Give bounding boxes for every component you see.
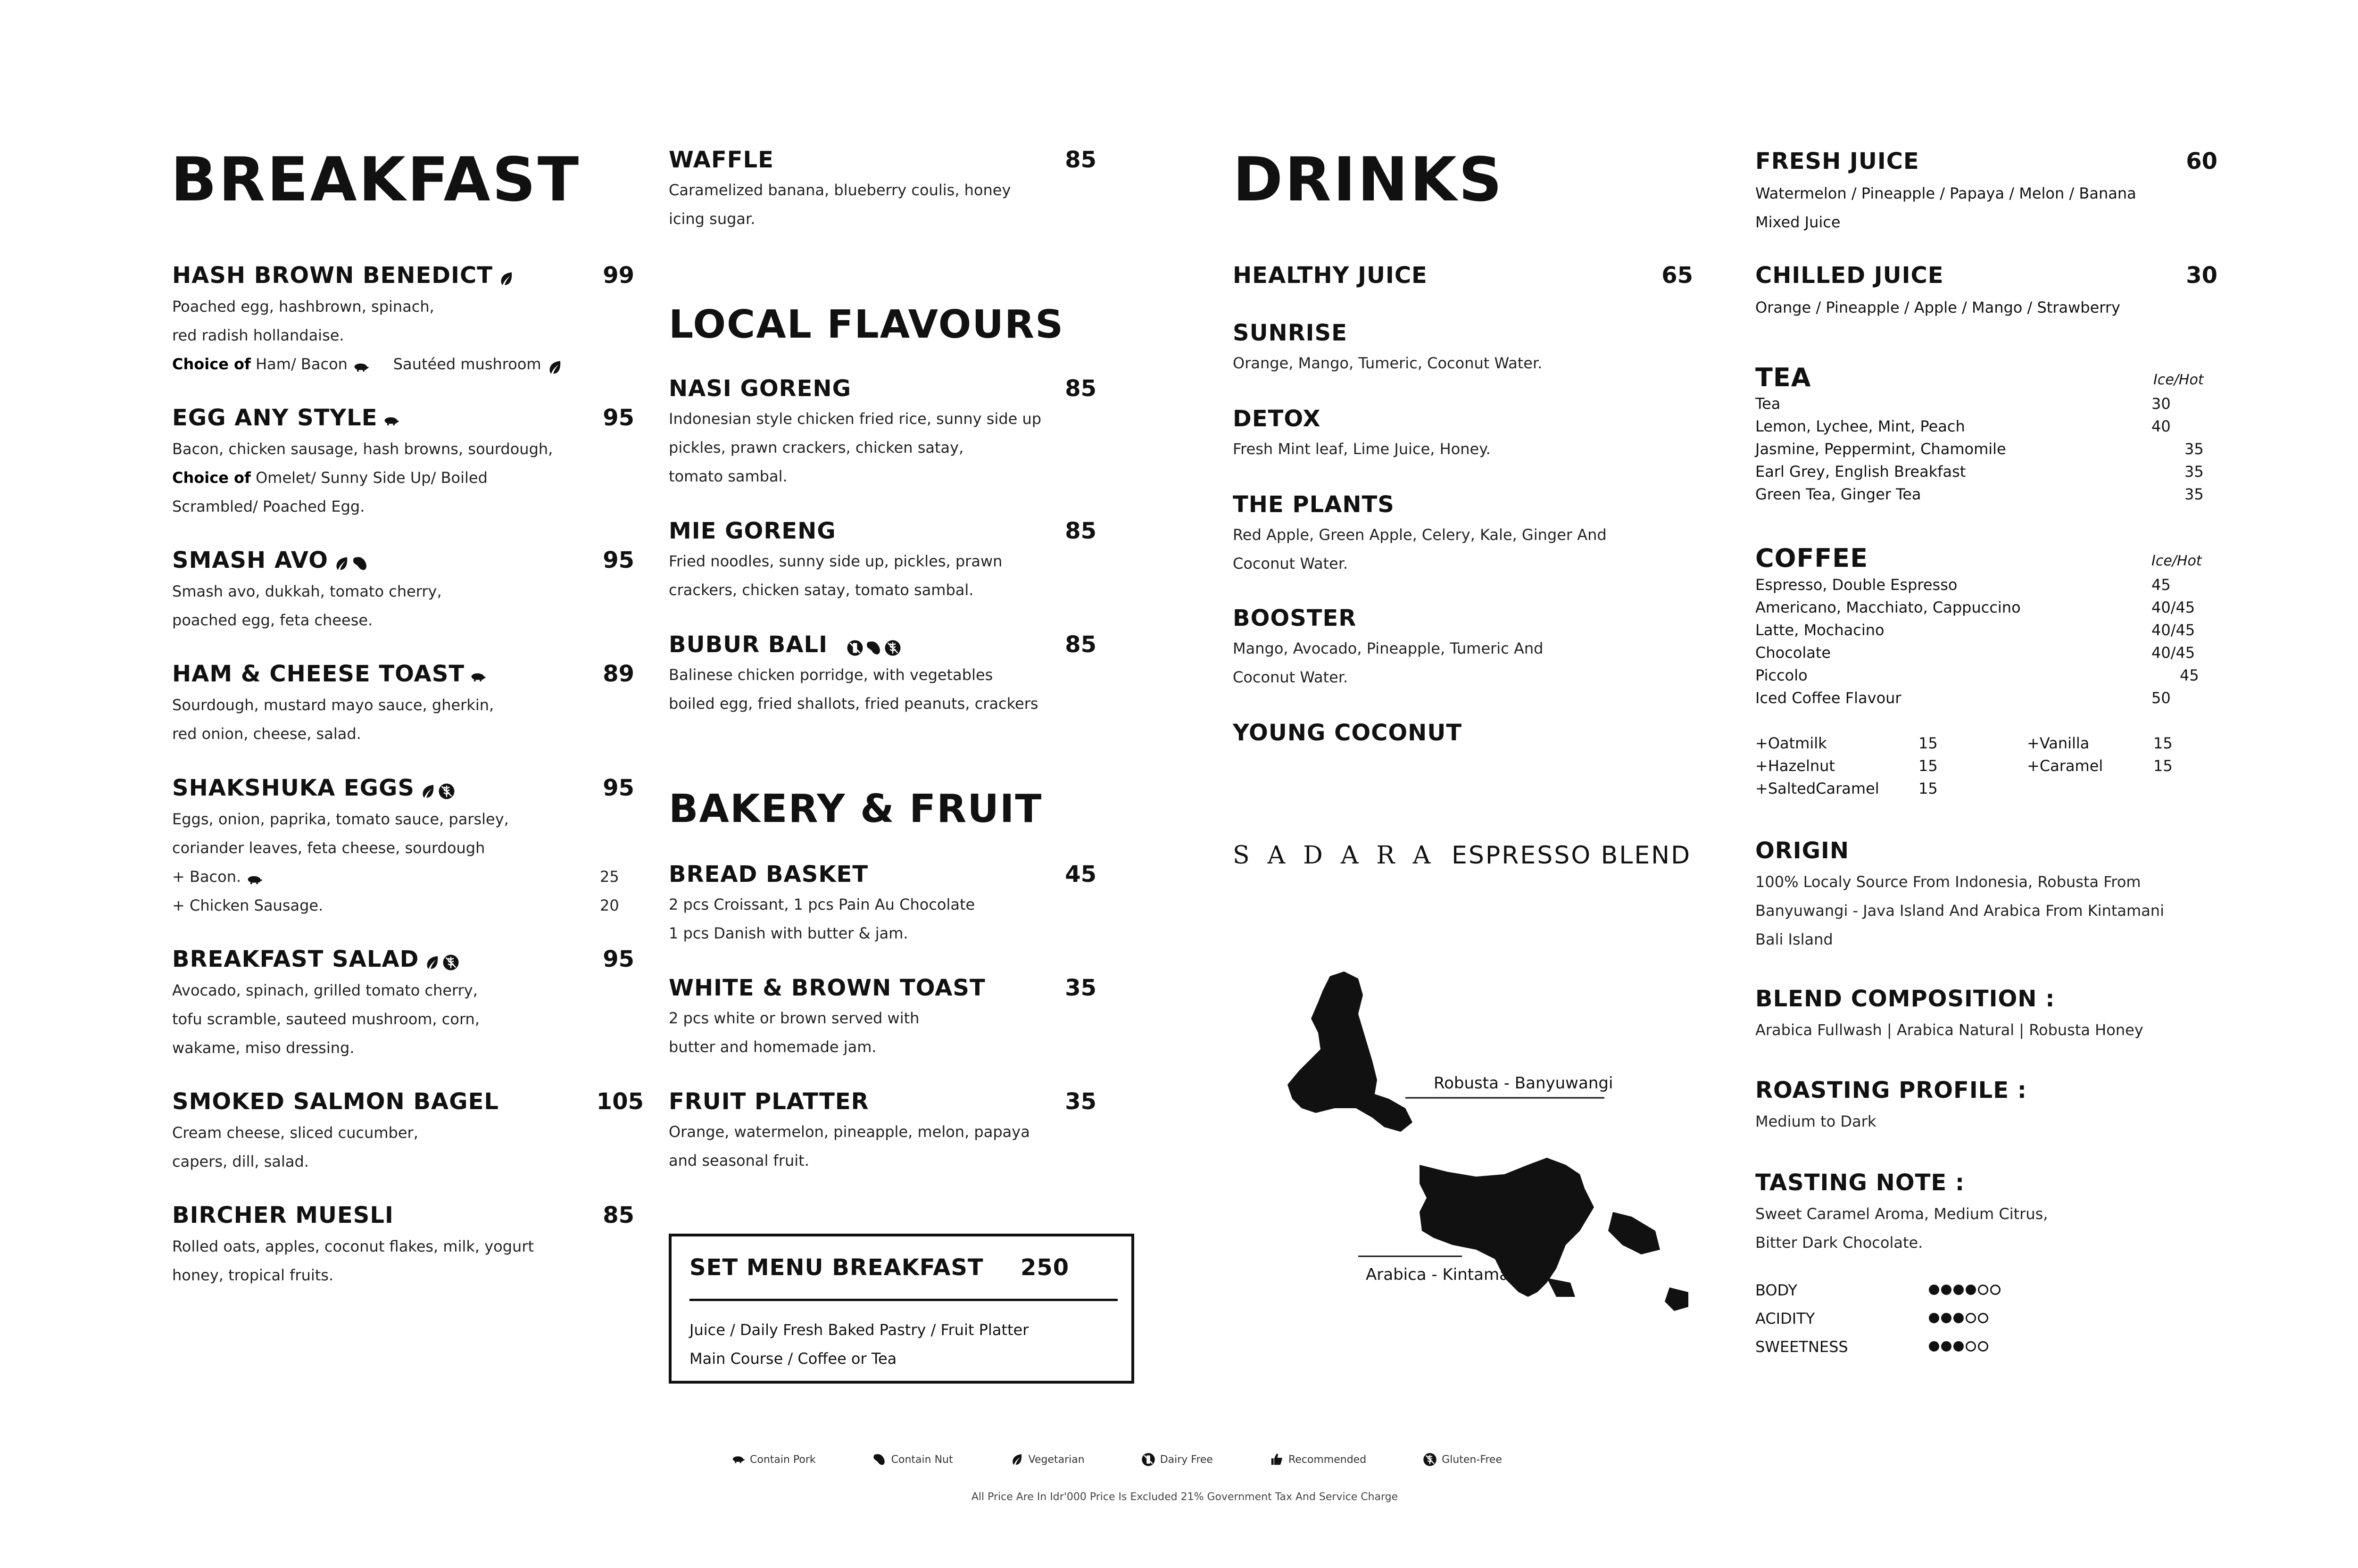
coffee-addon: +Oatmilk [1755, 734, 1827, 752]
menu-item-name: HASH BROWN BENEDICT [172, 264, 515, 287]
coffee-row: Latte, Mochacino [1755, 621, 1885, 639]
breakfast-title: BREAKFAST [171, 145, 581, 215]
coffee-row-price: 40/45 [2151, 598, 2195, 616]
profile-dot-filled [1929, 1313, 1939, 1323]
gluten-free-icon [1423, 1452, 1437, 1467]
bakery-fruit-title: BAKERY & FRUIT [669, 787, 1043, 831]
pork-icon [382, 411, 399, 428]
local-flavours-title: LOCAL FLAVOURS [669, 302, 1064, 347]
profile-dot-filled [1941, 1313, 1951, 1323]
profile-dot-filled [1966, 1285, 1976, 1295]
menu-item-name: SHAKSHUKA EGGS [172, 777, 455, 799]
leaf-icon [423, 952, 440, 969]
menu-item-name: BUBUR BALI [669, 633, 901, 656]
profile-dot-empty [1978, 1341, 1988, 1352]
dairy-free-icon [847, 638, 863, 655]
drink-desc: Orange, Mango, Tumeric, Coconut Water. [1233, 354, 1543, 372]
menu-item-price: 85 [1065, 147, 1096, 173]
menu-item-desc: Sourdough, mustard mayo sauce, gherkin, red onion, cheese, salad. [172, 696, 494, 743]
coffee-row-price: 45 [2180, 666, 2199, 684]
sadara-logo: SADARA [1233, 841, 1449, 870]
drink-name: DETOX [1233, 406, 1321, 432]
leaf-icon [498, 268, 515, 285]
coffee-row-price: 40/45 [2151, 621, 2195, 639]
coffee-row: Iced Coffee Flavour [1755, 689, 1901, 707]
drink-name: SUNRISE [1233, 320, 1347, 346]
addon-sausage: + Chicken Sausage. [172, 896, 324, 914]
coffee-row-price: 45 [2151, 576, 2171, 594]
tea-row: Jasmine, Peppermint, Chamomile [1755, 440, 2006, 458]
drink-name: YOUNG COCONUT [1233, 720, 1462, 746]
menu-item-desc: Cream cheese, sliced cucumber, capers, dill, salad. [172, 1124, 418, 1170]
origin-title: ORIGIN [1755, 838, 1850, 864]
coffee-title: COFFEE [1755, 543, 1868, 573]
coffee-addon-price: 15 [1918, 780, 1938, 797]
menu-item-desc: Orange, watermelon, pineapple, melon, papaya and seasonal fruit. [669, 1123, 1030, 1170]
profile-dot-filled [1941, 1285, 1951, 1295]
profile-dots-sweetness [1929, 1341, 1988, 1352]
menu-item-name: MIE GORENG [669, 518, 836, 544]
legend-item: Recommended [1270, 1452, 1366, 1467]
espresso-blend-label: ESPRESSO BLEND [1452, 841, 1692, 870]
menu-item-name: BIRCHER MUESLI [172, 1202, 394, 1228]
legend-item: Contain Nut [872, 1452, 953, 1467]
menu-item-name: FRESH JUICE [1755, 148, 1919, 174]
profile-label-sweetness: SWEETNESS [1755, 1338, 1848, 1356]
tea-row-price: 40 [2151, 417, 2171, 435]
menu-item-price: 95 [603, 547, 634, 573]
tea-row-price: 35 [2184, 463, 2204, 481]
profile-dot-empty [1966, 1313, 1976, 1323]
pork-icon [246, 869, 263, 886]
menu-item-price: 85 [603, 1202, 634, 1228]
menu-item-desc: Eggs, onion, paprika, tomato sauce, parsley, coriander leaves, feta cheese, sourdough [172, 810, 509, 857]
profile-label-body: BODY [1755, 1281, 1798, 1299]
coffee-row: Piccolo [1755, 666, 1808, 684]
pork-icon [731, 1452, 745, 1467]
tea-row: Earl Grey, English Breakfast [1755, 463, 1966, 481]
menu-item-price: 35 [1065, 975, 1096, 1001]
menu-item-price: 65 [1661, 262, 1693, 289]
tea-row: Green Tea, Ginger Tea [1755, 485, 1921, 503]
legend-item: Dairy Free [1141, 1452, 1213, 1467]
menu-item-name: SMASH AVO [172, 549, 369, 572]
gluten-free-icon [442, 952, 459, 969]
menu-item-name: HEALTHY JUICE [1233, 262, 1428, 289]
profile-dot-filled [1929, 1285, 1939, 1295]
menu-item-price: 35 [1065, 1088, 1096, 1115]
roasting-profile-desc: Medium to Dark [1755, 1112, 1876, 1130]
coffee-addon-price: 15 [2153, 757, 2173, 775]
menu-item-name: EGG ANY STYLE [172, 407, 399, 429]
profile-dots-body [1929, 1285, 2001, 1295]
addon-sausage-price: 20 [600, 896, 619, 914]
tea-title: TEA [1755, 363, 1811, 392]
addon-bacon: + Bacon. [172, 863, 263, 891]
profile-dots-acidity [1929, 1313, 1988, 1323]
menu-item-price: 99 [603, 262, 634, 289]
menu-item-price: 30 [2186, 262, 2217, 289]
gluten-free-icon [884, 638, 901, 655]
origin-desc: 100% Localy Source From Indonesia, Robusta From Banyuwangi - Java Island And Arabica From Kintamani Bali Island [1755, 873, 2164, 948]
menu-item-name: CHILLED JUICE [1755, 262, 1944, 289]
tasting-note-title: TASTING NOTE : [1755, 1170, 1965, 1196]
tea-row: Tea [1755, 395, 1781, 413]
menu-item-name: BREAKFAST SALAD [172, 948, 459, 971]
profile-dot-filled [1929, 1341, 1939, 1352]
roasting-profile-title: ROASTING PROFILE : [1755, 1077, 2027, 1103]
menu-item-price: 105 [596, 1088, 644, 1115]
coffee-addon-price: 15 [1918, 757, 1938, 775]
menu-item-desc: Poached egg, hashbrown, spinach, red radish hollandaise. Choice of Ham/ Bacon Sautéed mushroom [172, 292, 563, 379]
drink-name: BOOSTER [1233, 605, 1357, 631]
menu-item-desc: 2 pcs Croissant, 1 pcs Pain Au Chocolate 1 pcs Danish with butter & jam. [669, 896, 975, 942]
leaf-icon [419, 781, 436, 798]
menu-item-desc: Bacon, chicken sausage, hash browns, sourdough, Choice of Omelet/ Sunny Side Up/ Boiled Scrambled/ Poached Egg. [172, 440, 553, 515]
drink-name: THE PLANTS [1233, 491, 1395, 518]
coffee-addon-price: 15 [2153, 734, 2173, 752]
menu-item-price: 95 [603, 775, 634, 801]
profile-dot-empty [1990, 1285, 2001, 1295]
legend-item: Vegetarian [1010, 1452, 1085, 1467]
menu-item-desc: 2 pcs white or brown served with butter and homemade jam. [669, 1009, 920, 1056]
menu-item-desc: Fried noodles, sunny side up, pickles, prawn crackers, chicken satay, tomato sambal. [669, 552, 1003, 599]
robusta-label: Robusta - Banyuwangi [1434, 1074, 1613, 1093]
menu-item-desc: Avocado, spinach, grilled tomato cherry, tofu scramble, sauteed mushroom, corn, wakame, miso dressing. [172, 981, 480, 1057]
leaf-icon [1010, 1452, 1024, 1467]
profile-dot-filled [1953, 1313, 1964, 1323]
coffee-addon: +Hazelnut [1755, 757, 1835, 775]
drink-desc: Red Apple, Green Apple, Celery, Kale, Ginger And Coconut Water. [1233, 526, 1607, 572]
menu-item-name: NASI GORENG [669, 375, 851, 402]
menu-item-desc: Balinese chicken porridge, with vegetables boiled egg, fried shallots, fried peanuts, crackers [669, 666, 1038, 713]
leaf-icon [333, 553, 350, 570]
dairy-free-icon [1141, 1452, 1155, 1467]
menu-item-price: 95 [603, 946, 634, 972]
menu-item-name: HAM & CHEESE TOAST [172, 663, 486, 685]
profile-dot-empty [1966, 1341, 1976, 1352]
coffee-addon: +Caramel [2027, 757, 2103, 775]
nut-icon [872, 1452, 887, 1467]
tasting-note-desc: Sweet Caramel Aroma, Medium Citrus, Bitter Dark Chocolate. [1755, 1205, 2048, 1252]
menu-item-price: 89 [603, 661, 634, 687]
coffee-row-price: 40/45 [2151, 644, 2195, 662]
set-menu-box [669, 1234, 1134, 1384]
profile-dot-empty [1978, 1285, 1988, 1295]
set-menu-divider [689, 1299, 1118, 1301]
coffee-row: Espresso, Double Espresso [1755, 576, 1958, 594]
menu-item-name: WAFFLE [669, 147, 774, 173]
set-menu-desc: Juice / Daily Fresh Baked Pastry / Fruit Platter Main Course / Coffee or Tea [689, 1321, 1029, 1368]
menu-item-price: 45 [1065, 861, 1096, 888]
pork-icon [352, 357, 369, 373]
profile-dot-filled [1941, 1341, 1951, 1352]
coffee-row: Chocolate [1755, 644, 1831, 662]
menu-item-price: 85 [1065, 631, 1096, 658]
menu-item-desc: Watermelon / Pineapple / Papaya / Melon / Banana Mixed Juice [1755, 184, 2136, 231]
profile-label-acidity: ACIDITY [1755, 1310, 1815, 1327]
menu-item-desc: Smash avo, dukkah, tomato cherry, poached egg, feta cheese. [172, 582, 442, 629]
legend-item: Contain Pork [731, 1452, 816, 1467]
tea-row: Lemon, Lychee, Mint, Peach [1755, 417, 1965, 435]
addon-bacon-price: 25 [600, 868, 619, 886]
price-footnote: All Price Are In Idr'000 Price Is Excluded 21% Government Tax And Service Charge [971, 1491, 1398, 1503]
coffee-row-price: 50 [2151, 689, 2171, 707]
menu-item-desc: Rolled oats, apples, coconut flakes, milk, yogurt honey, tropical fruits. [172, 1237, 534, 1284]
profile-dot-filled [1953, 1285, 1964, 1295]
menu-item-name: WHITE & BROWN TOAST [669, 975, 986, 1001]
coffee-ice-hot-note: Ice/Hot [2151, 553, 2202, 569]
profile-dot-filled [1953, 1341, 1964, 1352]
menu-item-name: FRUIT PLATTER [669, 1088, 869, 1115]
menu-item-desc: Caramelized banana, blueberry coulis, honey icing sugar. [669, 181, 1011, 228]
menu-item-price: 95 [603, 405, 634, 431]
tea-row-price: 35 [2184, 440, 2204, 458]
thumbs-up-icon [1270, 1452, 1284, 1467]
drink-desc: Fresh Mint leaf, Lime Juice, Honey. [1233, 440, 1491, 458]
drinks-title: DRINKS [1233, 145, 1504, 215]
coffee-row: Americano, Macchiato, Cappuccino [1755, 598, 2021, 616]
tea-row-price: 30 [2151, 395, 2171, 413]
menu-item-name: SMOKED SALMON BAGEL [172, 1088, 499, 1115]
dietary-legend [731, 1452, 1674, 1467]
tea-row-price: 35 [2184, 485, 2204, 503]
set-menu-name: SET MENU BREAKFAST [689, 1254, 984, 1281]
profile-dot-empty [1978, 1313, 1988, 1323]
arabica-label: Arabica - Kintamani [1366, 1265, 1524, 1284]
menu-item-desc: Indonesian style chicken fried rice, sunny side up pickles, prawn crackers, chicken satay, tomato sambal. [669, 410, 1042, 485]
tea-ice-hot-note: Ice/Hot [2153, 372, 2204, 388]
menu-item-name: BREAD BASKET [669, 861, 869, 888]
legend-item: Gluten-Free [1423, 1452, 1502, 1467]
leaf-icon [546, 357, 563, 373]
menu-item-price: 60 [2186, 148, 2217, 174]
blend-composition-title: BLEND COMPOSITION : [1755, 986, 2055, 1012]
coffee-addon: +Vanilla [2027, 734, 2090, 752]
drink-desc: Mango, Avocado, Pineapple, Tumeric And Coconut Water. [1233, 639, 1544, 686]
gluten-free-icon [438, 781, 455, 798]
coffee-addon-price: 15 [1918, 734, 1938, 752]
set-menu-price: 250 [1021, 1254, 1070, 1281]
menu-item-desc: Orange / Pineapple / Apple / Mango / Strawberry [1755, 299, 2120, 316]
pork-icon [469, 667, 486, 684]
menu-item-price: 85 [1065, 518, 1096, 544]
nut-icon [865, 638, 882, 655]
coffee-addon: +SaltedCaramel [1755, 780, 1879, 797]
nut-icon [352, 553, 369, 570]
blend-composition-desc: Arabica Fullwash | Arabica Natural | Robusta Honey [1755, 1021, 2143, 1039]
menu-item-price: 85 [1065, 375, 1096, 402]
